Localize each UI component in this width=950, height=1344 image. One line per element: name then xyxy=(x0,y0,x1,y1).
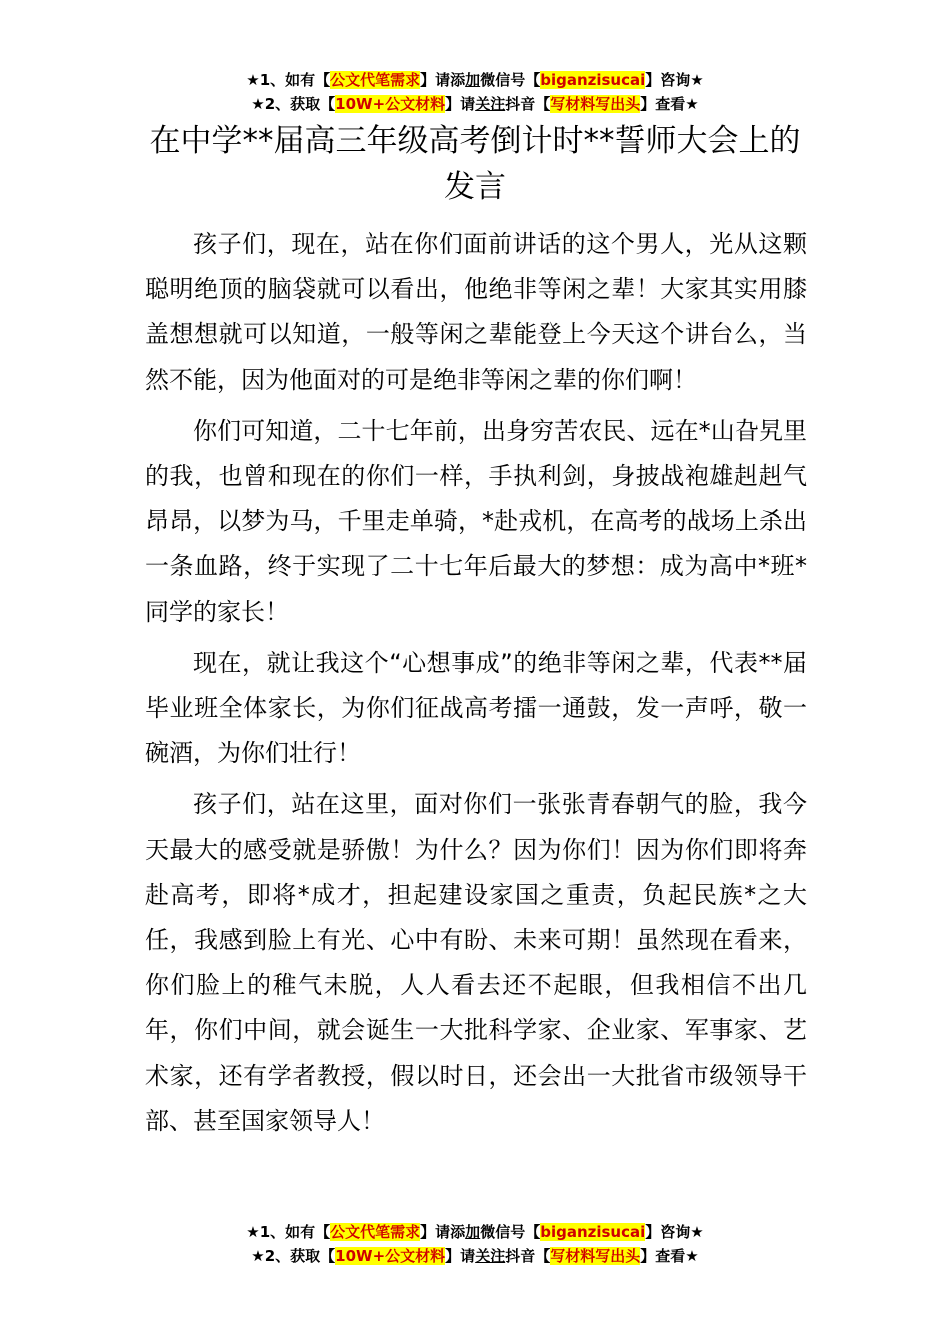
promo-underlined: 关注 xyxy=(475,1247,506,1265)
promo-underlined: 加 xyxy=(465,1223,481,1241)
promo-header xyxy=(0,68,950,116)
star-icon: ★ xyxy=(251,1247,265,1265)
star-icon: ★ xyxy=(690,1223,704,1241)
promo-text: 】请添 xyxy=(420,71,466,89)
promo-text: 抖音【 xyxy=(505,95,551,113)
paragraph: 现在，就让我这个“心想事成”的绝非等闲之辈，代表**届毕业班全体家长，为你们征战高考擂一通鼓，发一声呼，敬一碗酒，为你们壮行！ xyxy=(145,648,807,768)
promo-text: 】咨询 xyxy=(645,71,691,89)
paragraph: 孩子们，现在，站在你们面前讲话的这个男人，光从这颗聪明绝顶的脑袋就可以看出，他绝非等闲之辈！大家其实用膝盖想想就可以知道，一般等闲之辈能登上今天这个讲台么，当然不能，因为他面对的可是绝非等闲之辈的你们啊！ xyxy=(145,230,807,394)
promo-wechat-id: biganzisucai xyxy=(540,1223,646,1241)
promo-text: 】咨询 xyxy=(645,1223,691,1241)
promo-highlight: 公文代笔需求 xyxy=(330,1223,421,1241)
paragraph: 孩子们，站在这里，面对你们一张张青春朝气的脸，我今天最大的感受就是骄傲！为什么？因为你们！因为你们即将奔赴高考，即将*成才，担起建设家国之重责，负起民族*之大任，我感到脸上有光、心中有盼、未来可期！虽然现在看来，你们脸上的稚气未脱，人人看去还不起眼，但我相信不出几年，你们中间，就会诞生一大批科学家、企业家、军事家、艺术家，还有学者教授，假以时日，还会出一大批省市级领导干部、甚至国家领导人！ xyxy=(145,790,807,1135)
document-title: 在中学**届高三年级高考倒计时**誓师大会上的发言 xyxy=(149,123,801,205)
promo-highlight: 10W+公文材料 xyxy=(335,95,446,113)
promo-footer xyxy=(0,1220,950,1268)
star-icon: ★ xyxy=(246,71,260,89)
promo-line-1 xyxy=(0,68,950,92)
promo-wechat-id: biganzisucai xyxy=(540,71,646,89)
star-icon: ★ xyxy=(685,95,699,113)
star-icon: ★ xyxy=(690,71,704,89)
star-icon: ★ xyxy=(685,1247,699,1265)
promo-text: 2、获取【 xyxy=(264,95,336,113)
promo-douyin-id: 写材料写出头 xyxy=(550,1247,641,1265)
promo-douyin-id: 写材料写出头 xyxy=(550,95,641,113)
promo-line-1 xyxy=(0,1220,950,1244)
star-icon: ★ xyxy=(246,1223,260,1241)
promo-underlined: 加 xyxy=(465,71,481,89)
paragraph: 你们可知道，二十七年前，出身穷苦农民、远在*山旮旯里的我，也曾和现在的你们一样，手执利剑，身披战袍雄赳赳气昂昂，以梦为马，千里走单骑，*赴戎机，在高考的战场上杀出一条血路，终于实现了二十七年后最大的梦想：成为高中*班*同学的家长！ xyxy=(145,416,807,626)
promo-text: 】请 xyxy=(445,1247,476,1265)
promo-text: 】查看 xyxy=(640,1247,686,1265)
promo-text: 微信号【 xyxy=(480,71,541,89)
document-body xyxy=(145,222,807,1150)
promo-text: 微信号【 xyxy=(480,1223,541,1241)
promo-text: 】请添 xyxy=(420,1223,466,1241)
promo-line-2 xyxy=(0,1244,950,1268)
star-icon: ★ xyxy=(251,95,265,113)
promo-text: 】查看 xyxy=(640,95,686,113)
promo-highlight: 公文代笔需求 xyxy=(330,71,421,89)
promo-text: 】请 xyxy=(445,95,476,113)
promo-underlined: 关注 xyxy=(475,95,506,113)
promo-line-2 xyxy=(0,92,950,116)
promo-highlight: 10W+公文材料 xyxy=(335,1247,446,1265)
promo-text: 1、如有【 xyxy=(259,1223,331,1241)
promo-text: 2、获取【 xyxy=(264,1247,336,1265)
promo-text: 1、如有【 xyxy=(259,71,331,89)
promo-text: 抖音【 xyxy=(505,1247,551,1265)
